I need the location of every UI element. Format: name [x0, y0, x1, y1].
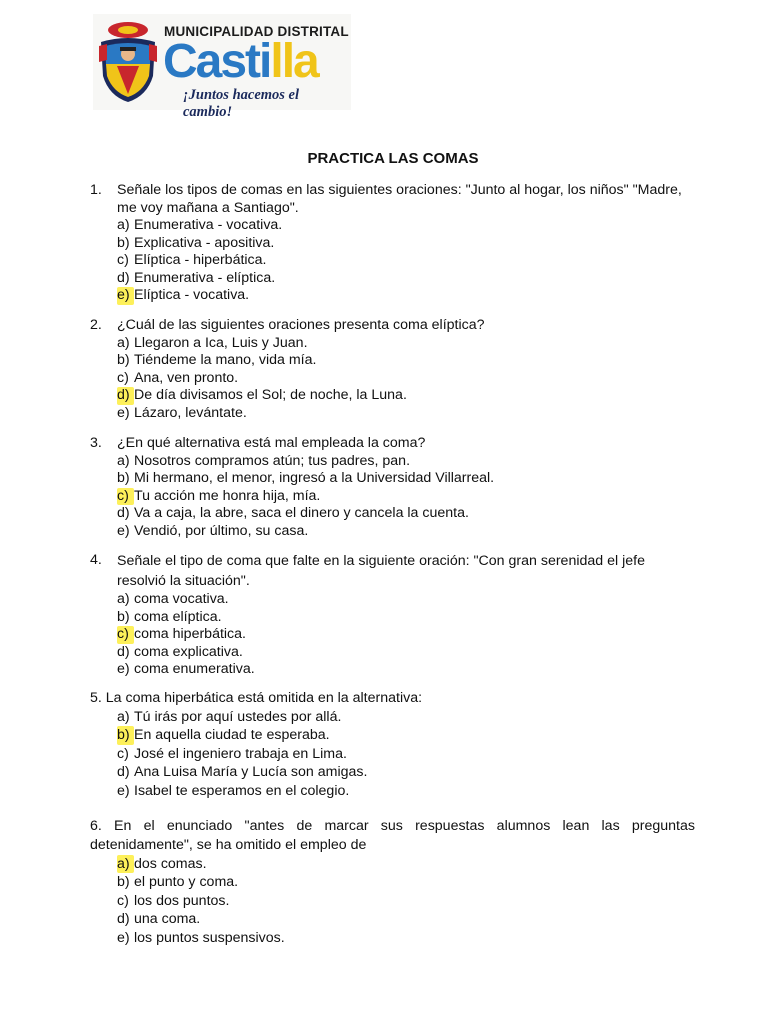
- option-text: Enumerativa - vocativa.: [134, 217, 283, 234]
- option-e[interactable]: [117, 929, 695, 947]
- option-label: d): [117, 505, 130, 522]
- option-c[interactable]: [117, 745, 695, 764]
- question-text: La coma hiperbática está omitida en la alternativa:: [105, 690, 423, 706]
- option-b[interactable]: [117, 235, 695, 253]
- option-e[interactable]: [117, 782, 695, 801]
- shield-icon: [97, 20, 159, 104]
- option-label: d): [117, 764, 130, 781]
- option-d[interactable]: [117, 644, 695, 662]
- option-text: Vendió, por último, su casa.: [134, 522, 309, 539]
- page-title: PRACTICA LAS COMAS: [307, 150, 479, 167]
- option-c[interactable]: [117, 252, 695, 270]
- option-d[interactable]: [117, 270, 695, 288]
- option-label: e): [117, 782, 130, 799]
- option-label: d): [117, 643, 130, 660]
- option-label: c): [117, 252, 129, 269]
- question-number: 1.: [90, 182, 102, 198]
- question-2: [90, 317, 695, 422]
- option-b[interactable]: [117, 609, 695, 627]
- option-text: Ana Luisa María y Lucía son amigas.: [134, 764, 368, 781]
- option-label-highlighted: a): [117, 855, 134, 873]
- option-label: b): [117, 234, 130, 251]
- question-text: ¿En qué alternativa está mal empleada la coma?: [117, 435, 426, 451]
- option-text: Va a caja, la abre, saca el dinero y cancela la cuenta.: [134, 505, 469, 522]
- option-text: los dos puntos.: [134, 892, 230, 909]
- option-b[interactable]: [117, 873, 695, 891]
- option-label: d): [117, 269, 130, 286]
- option-label-highlighted: c): [117, 488, 134, 506]
- option-text: En aquella ciudad te esperaba.: [134, 727, 330, 744]
- question-6: [90, 817, 695, 947]
- option-text: Ana, ven pronto.: [134, 369, 239, 386]
- option-b[interactable]: [117, 470, 695, 488]
- option-a[interactable]: [117, 708, 695, 727]
- option-label-highlighted: c): [117, 626, 134, 644]
- option-e[interactable]: [117, 523, 695, 541]
- option-label: a): [117, 591, 130, 607]
- option-text: coma elíptica.: [134, 608, 222, 625]
- option-c[interactable]: [117, 488, 695, 506]
- question-text: Señale el tipo de coma que falte en la siguiente oración: "Con gran serenidad el jefe resolvió la situación".: [117, 553, 645, 589]
- option-label: c): [117, 745, 129, 762]
- question-number: 4.: [90, 552, 102, 568]
- municipality-logo: [93, 14, 351, 120]
- option-a[interactable]: [117, 855, 695, 873]
- option-b[interactable]: [117, 726, 695, 745]
- option-c[interactable]: [117, 626, 695, 644]
- option-label: b): [117, 352, 130, 369]
- option-label: a): [117, 708, 130, 725]
- option-label: c): [117, 892, 129, 909]
- option-label: d): [117, 911, 130, 928]
- option-a[interactable]: [117, 591, 695, 609]
- question-number: 6.: [90, 818, 102, 834]
- option-label-highlighted: d): [117, 387, 134, 405]
- option-label: a): [117, 452, 130, 469]
- option-d[interactable]: [117, 910, 695, 928]
- question-number: 3.: [90, 435, 102, 451]
- option-label-highlighted: e): [117, 287, 134, 305]
- option-text: Mi hermano, el menor, ingresó a la Universidad Villarreal.: [134, 470, 495, 487]
- option-text: los puntos suspensivos.: [134, 929, 285, 946]
- question-text: [90, 817, 695, 855]
- question-text: Señale los tipos de comas en las siguientes oraciones: "Junto al hogar, los niños" "Madre, me voy mañana a Santiago".: [117, 182, 682, 216]
- option-label: e): [117, 929, 130, 946]
- option-d[interactable]: [117, 387, 695, 405]
- option-a[interactable]: [117, 217, 695, 235]
- option-text: Elíptica - hiperbática.: [134, 252, 267, 269]
- org-line: MUNICIPALIDAD DISTRITAL: [164, 24, 349, 39]
- option-text: Nosotros compramos atún; tus padres, pan.: [134, 452, 411, 469]
- option-label-highlighted: b): [117, 726, 134, 745]
- option-c[interactable]: [117, 892, 695, 910]
- question-1: [90, 182, 695, 305]
- option-label: a): [117, 217, 130, 234]
- option-text: coma vocativa.: [134, 591, 229, 607]
- option-text: Tu acción me honra hija, mía.: [134, 487, 321, 504]
- option-text: coma hiperbática.: [134, 626, 246, 642]
- org-name-b: lla: [270, 35, 318, 88]
- slogan: ¡Juntos hacemos el cambio!: [183, 87, 300, 120]
- option-e[interactable]: [117, 661, 695, 679]
- question-text-body: En el enunciado "antes de marcar sus respuestas alumnos lean las preguntas detenidamente", se ha omitido el empleo de: [90, 818, 695, 853]
- option-c[interactable]: [117, 370, 695, 388]
- option-text: Tú irás por aquí ustedes por allá.: [134, 708, 342, 725]
- option-d[interactable]: [117, 763, 695, 782]
- option-text: coma enumerativa.: [134, 661, 255, 677]
- question-5: [90, 690, 695, 800]
- question-number: 5.: [90, 690, 102, 706]
- option-label: e): [117, 404, 130, 421]
- option-text: Enumerativa - elíptica.: [134, 269, 276, 286]
- option-text: Llegaron a Ica, Luis y Juan.: [134, 334, 308, 351]
- option-text: una coma.: [134, 911, 201, 928]
- option-label: e): [117, 522, 130, 539]
- option-text: Isabel te esperamos en el colegio.: [134, 782, 350, 799]
- question-3: [90, 435, 695, 540]
- option-text: Lázaro, levántate.: [134, 404, 247, 421]
- question-4: [90, 552, 695, 679]
- question-text: ¿Cuál de las siguientes oraciones presenta coma elíptica?: [117, 317, 485, 333]
- org-name: [163, 36, 318, 88]
- option-text: coma explicativa.: [134, 643, 243, 660]
- option-label: b): [117, 608, 130, 625]
- option-a[interactable]: [117, 335, 695, 353]
- option-e[interactable]: [117, 287, 695, 305]
- option-text: Tiéndeme la mano, vida mía.: [134, 352, 317, 369]
- option-text: el punto y coma.: [134, 874, 239, 891]
- option-text: Elíptica - vocativa.: [134, 287, 250, 304]
- option-text: dos comas.: [134, 856, 207, 872]
- option-label: b): [117, 470, 130, 487]
- option-a[interactable]: [117, 453, 695, 471]
- option-label: b): [117, 874, 130, 891]
- option-b[interactable]: [117, 352, 695, 370]
- option-label: c): [117, 369, 129, 386]
- option-text: José el ingeniero trabaja en Lima.: [134, 745, 347, 762]
- org-name-a: Casti: [163, 35, 271, 88]
- option-e[interactable]: [117, 405, 695, 423]
- question-number: 2.: [90, 317, 102, 333]
- option-text: Explicativa - apositiva.: [134, 234, 275, 251]
- option-label: e): [117, 661, 130, 677]
- option-text: De día divisamos el Sol; de noche, la Luna.: [134, 387, 407, 404]
- option-label: a): [117, 334, 130, 351]
- option-d[interactable]: [117, 505, 695, 523]
